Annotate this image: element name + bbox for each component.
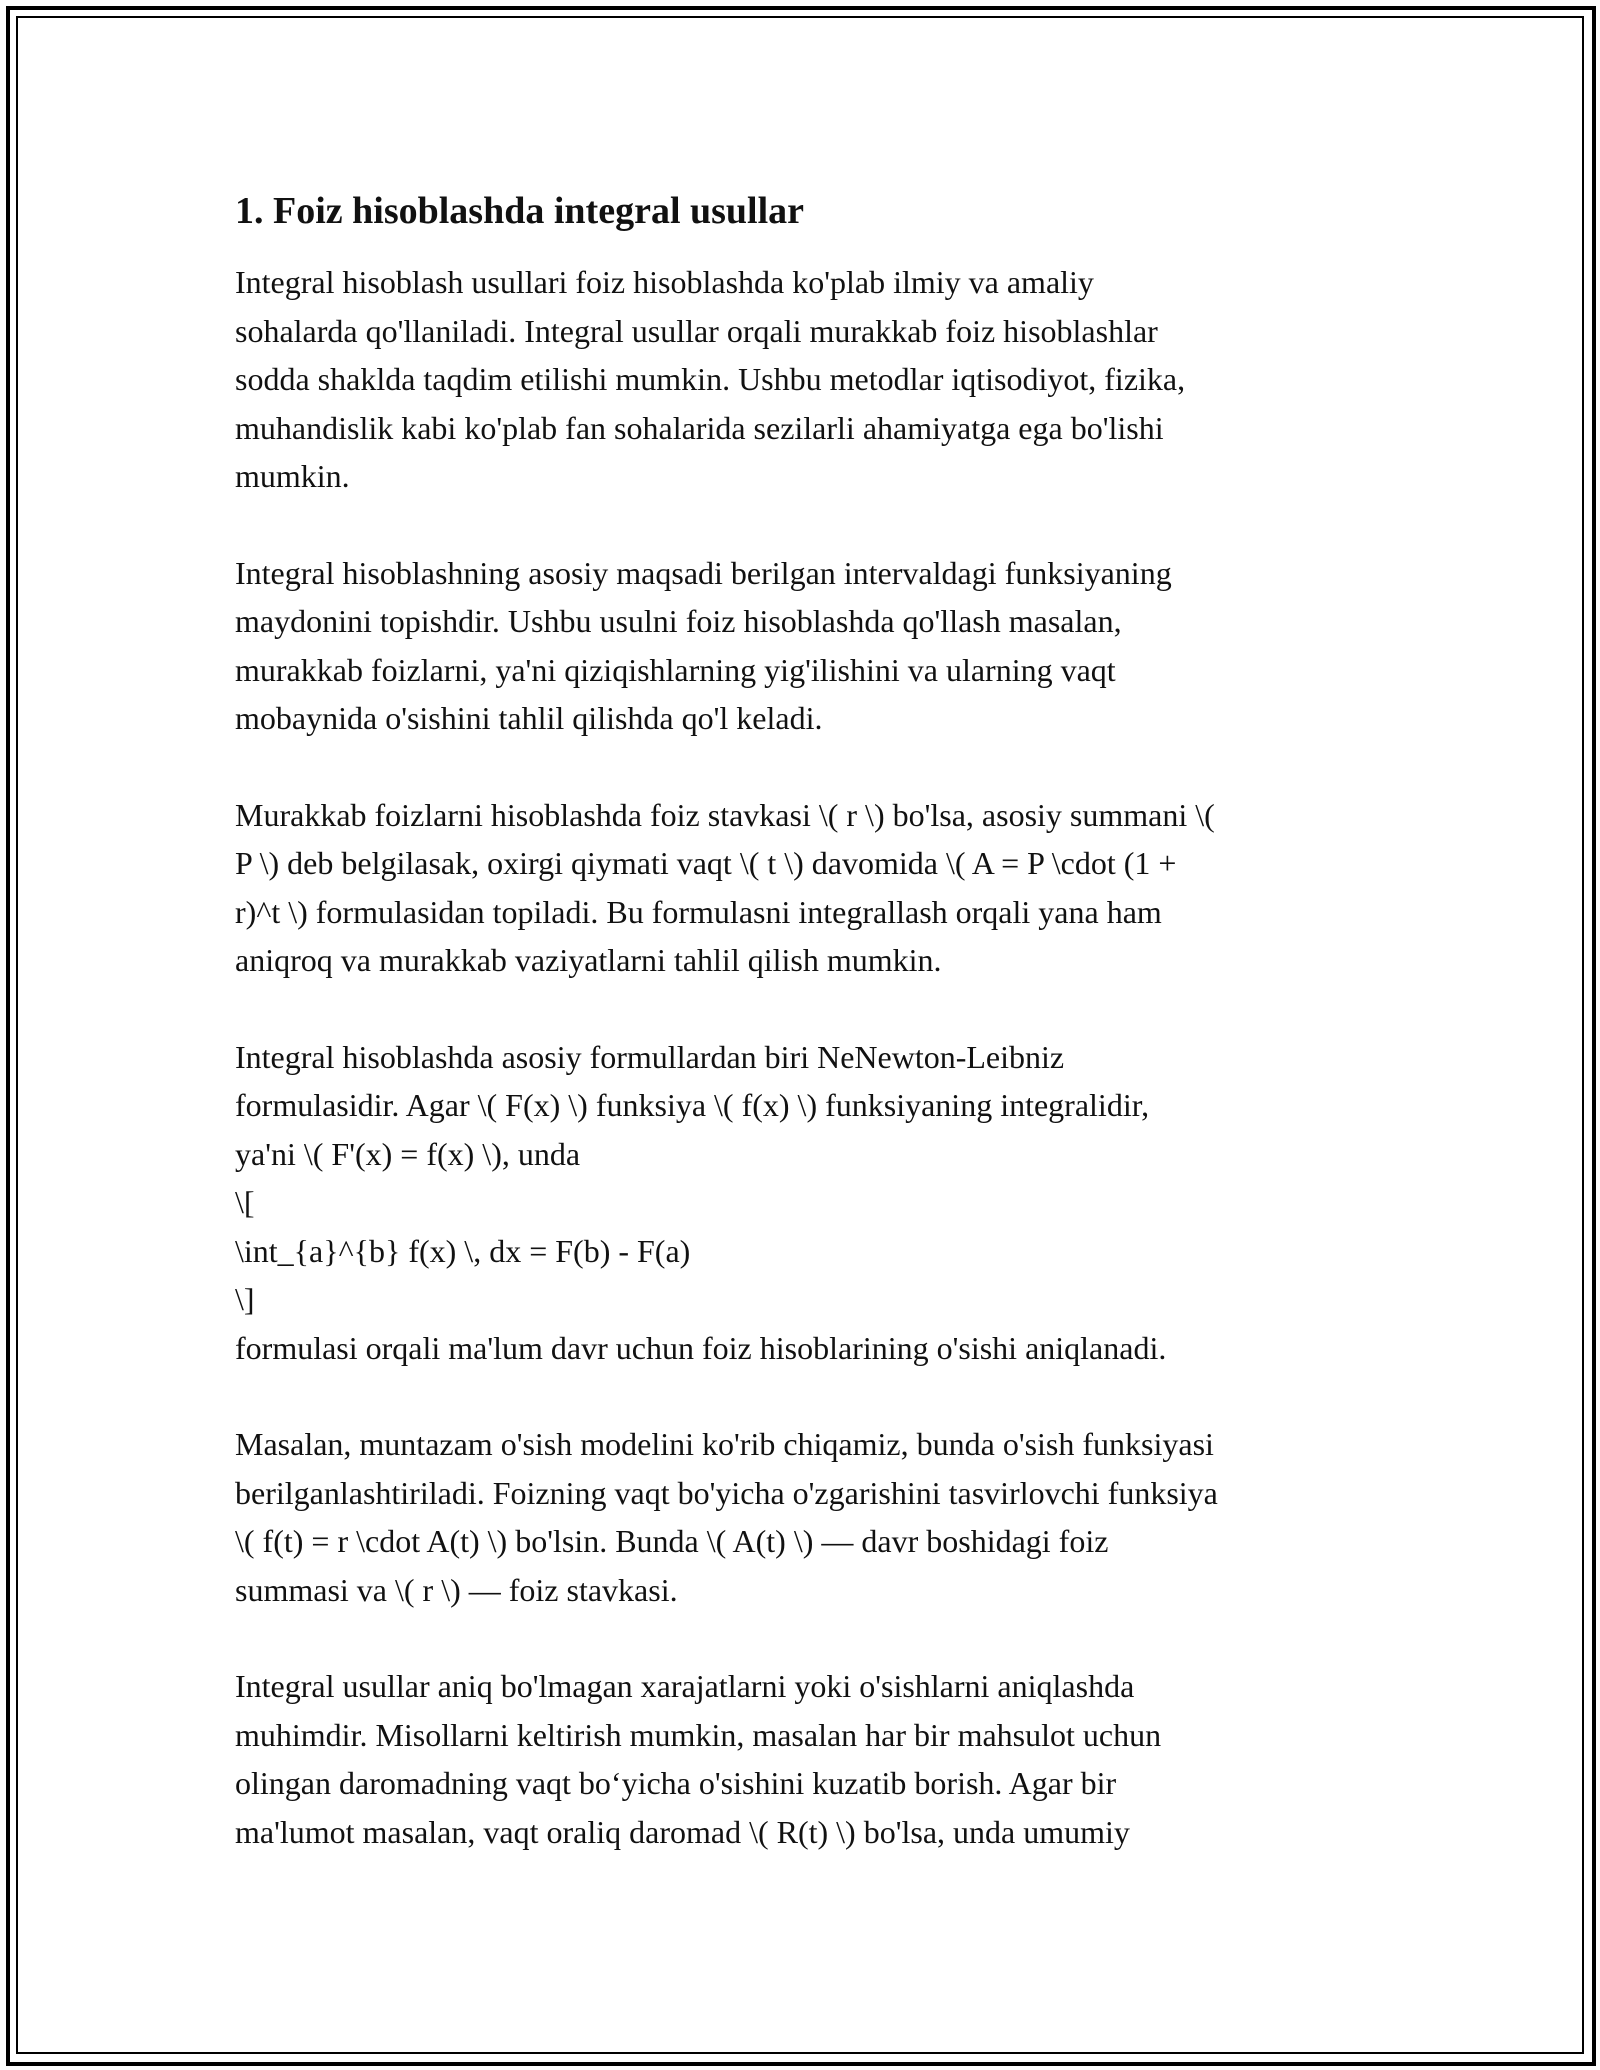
text-line: Integral hisoblashning asosiy maqsadi berilgan intervaldagi funksiyaning [235,554,1172,591]
text-line: ya'ni \( F'(x) = f(x) \), unda [235,1135,581,1172]
text-line: mobaynida o'sishini tahlil qilishda qo'l keladi. [235,700,823,736]
formula-line: \int_{a}^{b} f(x) \, dx = F(b) - F(a) [235,1232,691,1269]
formula-line: \] [235,1281,255,1317]
text-line: P \) deb belgilasak, oxirgi qiymati vaqt \( t \) davomida \( A = P \cdot (1 + [235,845,1177,881]
section-heading: 1. Foiz hisoblashda integral usullar [235,190,805,232]
text-line: aniqroq va murakkab vaziyatlarni tahlil qilish mumkin. [235,942,942,978]
formula-line: \[ [235,1184,255,1220]
text-line: Integral usullar aniq bo'lmagan xarajatlarni yoki o'sishlarni aniqlashda [235,1668,1135,1704]
document-body [235,186,1375,1904]
paragraph-applications [235,1662,1375,1856]
text-line: muhimdir. Misollarni keltirish mumkin, masalan har bir mahsulot uchun [235,1716,1162,1753]
text-line: Integral hisoblash usullari foiz hisoblashda ko'plab ilmiy va amaliy [235,264,1094,300]
text-line: formulasidir. Agar \( F(x) \) funksiya \( f(x) \) funksiyaning integralidir, [235,1087,1150,1123]
text-line: olingan daromadning vaqt bo‘yicha o'sishini kuzatib borish. Agar bir [235,1765,1117,1801]
text-line: formulasi orqali ma'lum davr uchun foiz hisoblarining o'sishi aniqlanadi. [235,1329,1167,1366]
text-line: berilganlashtiriladi. Foizning vaqt bo'yicha o'zgarishini tasvirlovchi funksiya [235,1474,1218,1511]
text-line: muhandislik kabi ko'plab fan sohalarida sezilarli ahamiyatga ega bo'lishi [235,409,1164,446]
text-line: ma'lumot masalan, vaqt oraliq daromad \( R(t) \) bo'lsa, unda umumiy [235,1813,1130,1850]
text-line: summasi va \( r \) — foiz stavkasi. [235,1571,678,1608]
paragraph-compound-interest [235,791,1375,985]
text-line: mumkin. [235,458,350,494]
paragraph-newton-leibniz [235,1033,1375,1373]
paragraph-growth-model [235,1420,1375,1614]
text-line: Murakkab foizlarni hisoblashda foiz stavkasi \( r \) bo'lsa, asosiy summani \( [235,796,1215,833]
text-line: sohalarda qo'llaniladi. Integral usullar orqali murakkab foiz hisoblashlar [235,312,1158,349]
text-line: \( f(t) = r \cdot A(t) \) bo'lsin. Bunda \( A(t) \) — davr boshidagi foiz [235,1523,1109,1559]
paragraph-purpose [235,549,1375,743]
text-line: sodda shaklda taqdim etilishi mumkin. Ushbu metodlar iqtisodiyot, fizika, [235,361,1186,397]
text-line: Integral hisoblashda asosiy formullardan biri NeNewton-Leibniz [235,1038,1065,1075]
text-line: murakkab foizlarni, ya'ni qiziqishlarning yig'ilishini va ularning vaqt [235,651,1116,688]
text-line: maydonini topishdir. Ushbu usulni foiz hisoblashda qo'llash masalan, [235,603,1122,639]
text-line: r)^t \) formulasidan topiladi. Bu formulasni integrallash orqali yana ham [235,893,1162,930]
paragraph-intro [235,258,1375,501]
text-line: Masalan, muntazam o'sish modelini ko'rib chiqamiz, bunda o'sish funksiyasi [235,1426,1214,1462]
